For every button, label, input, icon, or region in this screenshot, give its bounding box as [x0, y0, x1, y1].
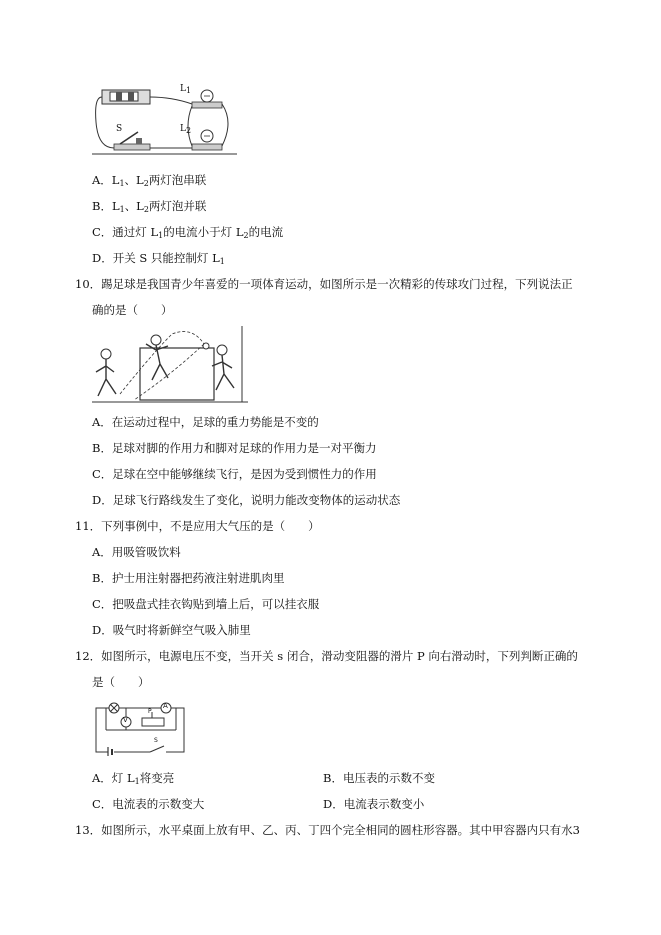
voltmeter-label: V — [123, 716, 128, 724]
label-l1: $L_1$ — [180, 84, 192, 95]
q11-option-d: D．吸气时将新鲜空气吸入肺里 — [92, 623, 251, 637]
q11-stem: 11．下列事例中，不是应用大气压的是（ ） — [75, 519, 320, 533]
q9-option-c: C．通过灯 $L_1$的电流小于灯 $L_2$的电流 — [92, 225, 284, 240]
q10-option-a: A．在运动过程中，足球的重力势能是不变的 — [92, 415, 319, 429]
q10-option-b: B．足球对脚的作用力和脚对足球的作用力是一对平衡力 — [92, 441, 377, 455]
q9-option-d: D．开关 S 只能控制灯 $L_1$ — [92, 251, 225, 266]
q10-stem-line2: 确的是（ ） — [92, 303, 173, 317]
circuit-diagram-rheostat — [92, 700, 188, 756]
soccer-pass-illustration — [92, 324, 248, 404]
circuit-diagram-two-bulbs — [92, 82, 237, 160]
q12-option-d: D．电流表示数变小 — [323, 797, 425, 811]
q11-option-a: A．用吸管吸饮料 — [92, 545, 181, 559]
circuit-figure-q9 — [92, 82, 237, 160]
q12-option-b: B．电压表的示数不变 — [323, 771, 435, 785]
q9-option-a: A．$L_1$、$L_2$两灯泡串联 — [92, 173, 207, 188]
q11-option-b: B．护士用注射器把药液注射进肌肉里 — [92, 571, 285, 585]
q10-option-c: C．足球在空中能够继续飞行，是因为受到惯性力的作用 — [92, 467, 377, 481]
q12-option-a: A．灯 $L_1$将变亮 — [92, 771, 175, 786]
switch-s-label: S — [154, 737, 158, 744]
q11-option-c: C．把吸盘式挂衣钩贴到墙上后，可以挂衣服 — [92, 597, 320, 611]
q12-stem-line2: 是（ ） — [92, 675, 150, 689]
q12-stem-line1: 12．如图所示，电源电压不变，当开关 s 闭合，滑动变阻器的滑片 P 向右滑动时，下列判断正确的 — [75, 649, 578, 663]
q10-stem-line1: 10．踢足球是我国青少年喜爱的一项体育运动，如图所示是一次精彩的传球攻门过程，下列说法正 — [75, 277, 573, 291]
ammeter-label: A — [163, 702, 168, 710]
label-l2: $L_2$ — [180, 124, 192, 135]
q12-option-c: C．电流表的示数变大 — [92, 797, 205, 811]
q9-option-b: B．$L_1$、$L_2$两灯泡并联 — [92, 199, 207, 214]
q13-stem: 13．如图所示，水平桌面上放有甲、乙、丙、丁四个完全相同的圆柱形容器。其中甲容器内只有水3 — [75, 823, 580, 837]
label-s: S — [116, 124, 123, 134]
slider-p-label: P — [148, 708, 152, 715]
q10-option-d: D．足球飞行路线发生了变化，说明力能改变物体的运动状态 — [92, 493, 401, 507]
circuit-figure-q12 — [92, 700, 188, 756]
soccer-figure-q10 — [92, 324, 248, 404]
